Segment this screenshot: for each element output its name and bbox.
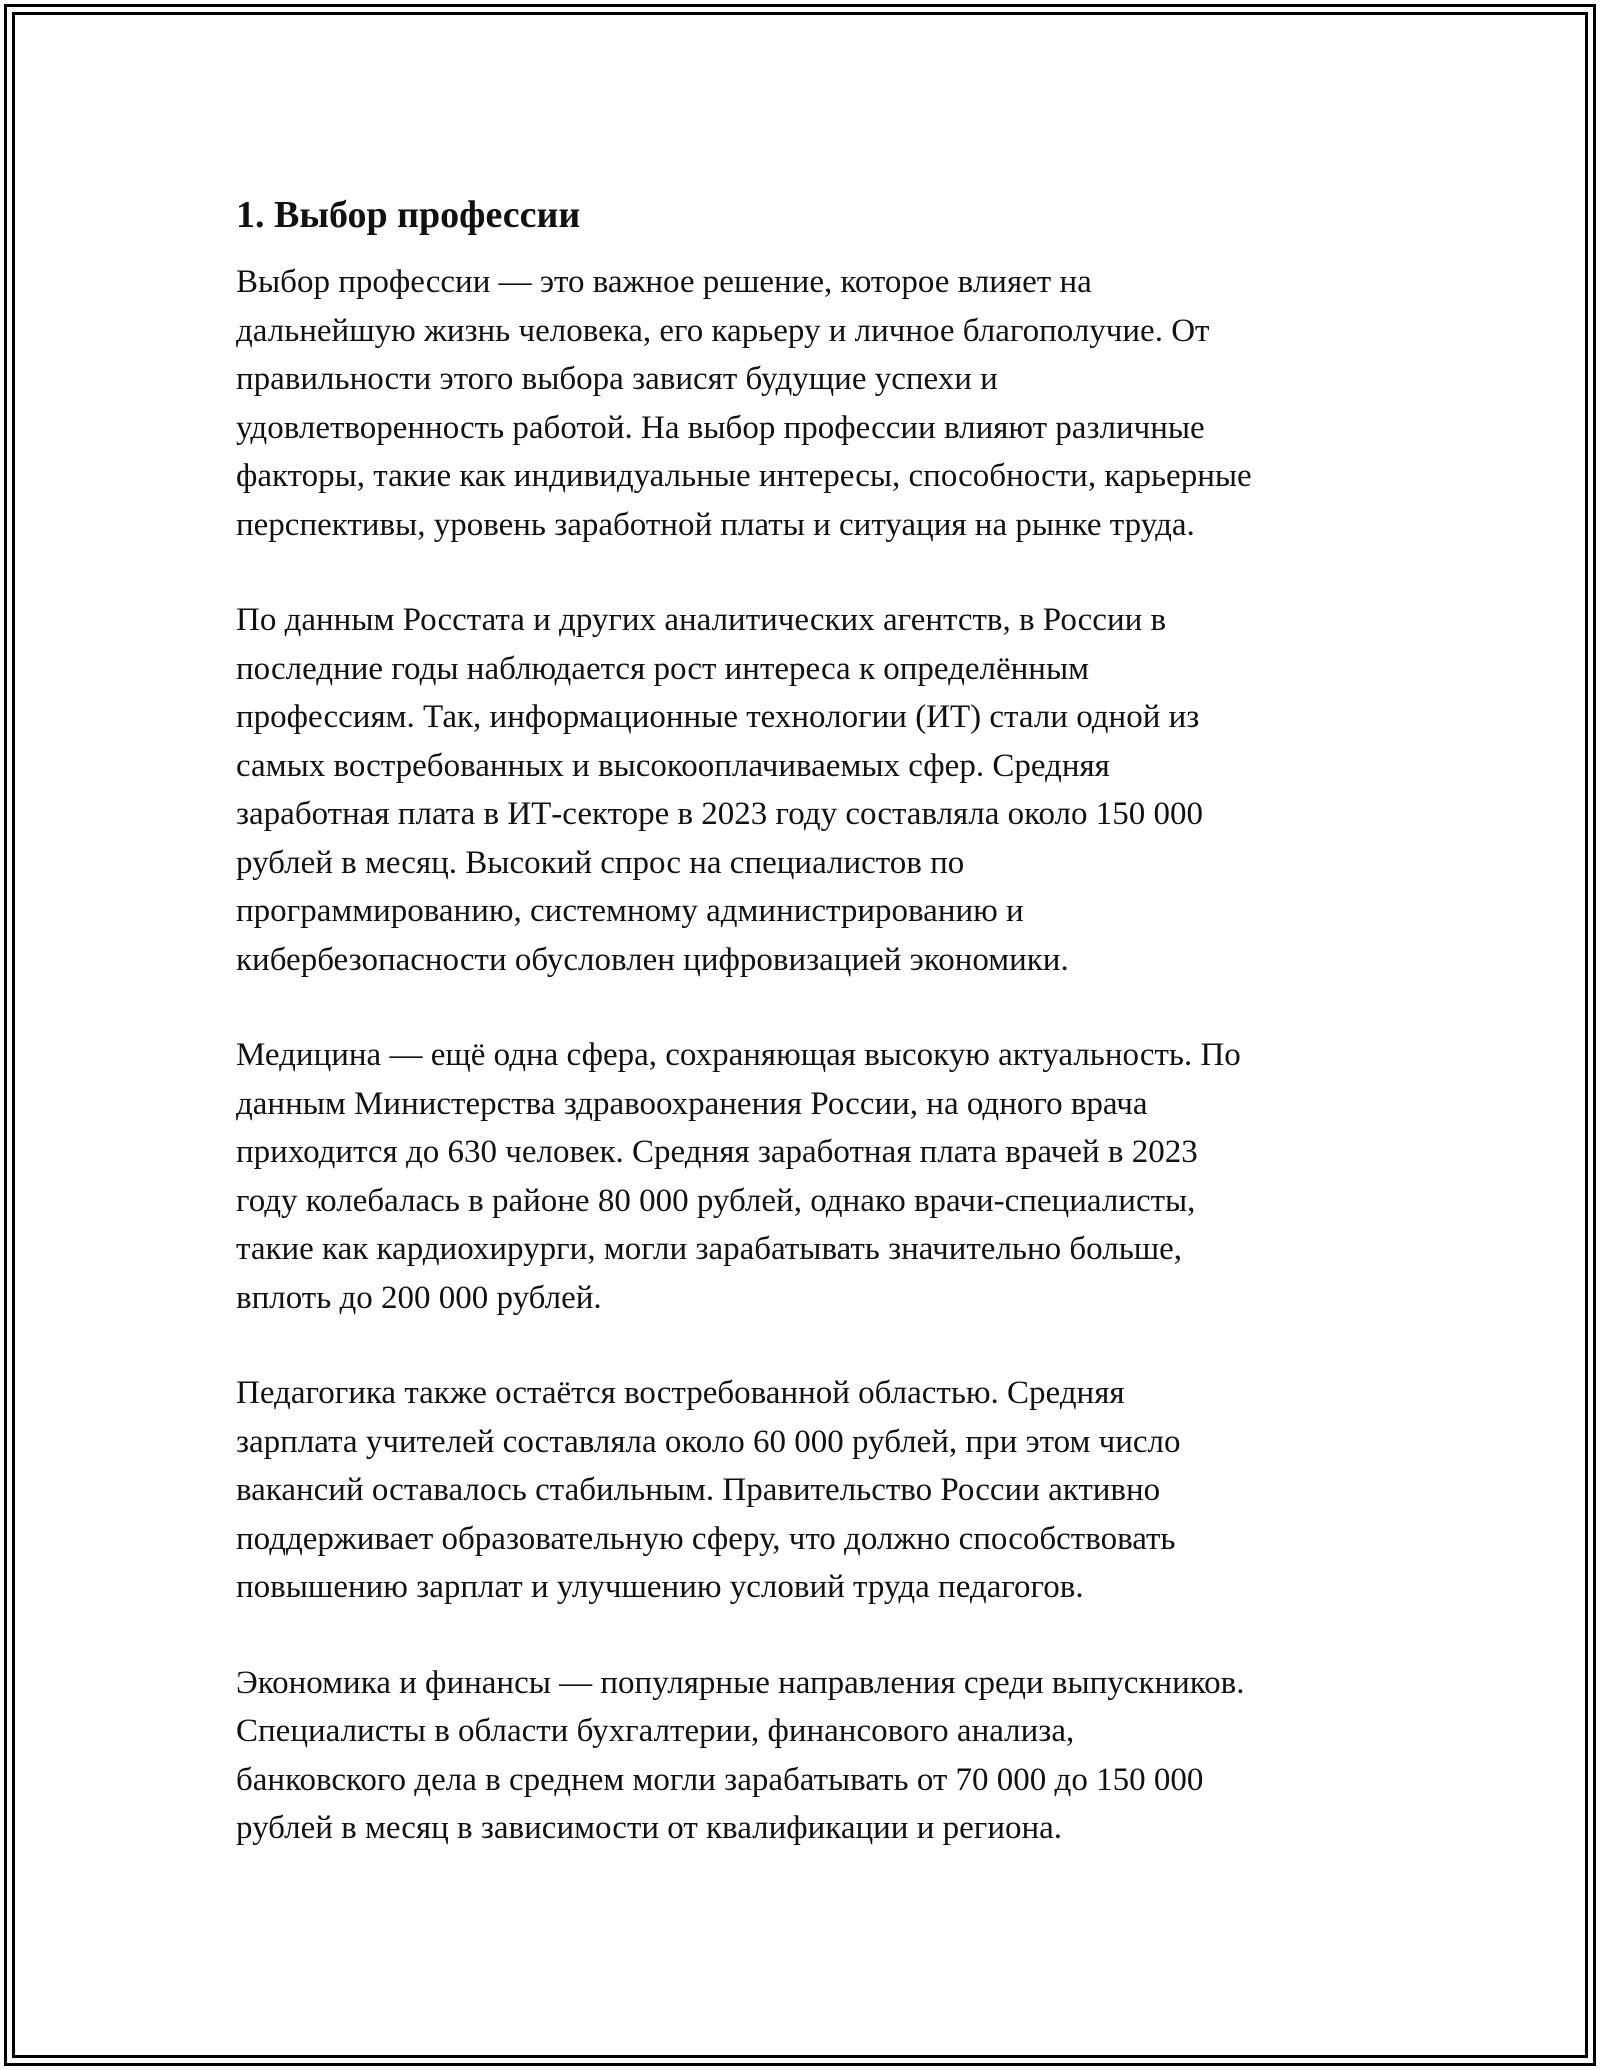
document-body: [236, 190, 1386, 1900]
text-line: такие как кардиохирурги, могли зарабатывать значительно больше,: [236, 1231, 1183, 1267]
text-line: году колебалась в районе 80 000 рублей, однако врачи-специалисты,: [236, 1182, 1196, 1219]
text-line: кибербезопасности обусловлен цифровизацией экономики.: [236, 941, 1069, 978]
paragraph-career-choice: [236, 258, 1386, 549]
text-line: перспективы, уровень заработной платы и ситуация на рынке труда.: [236, 506, 1195, 543]
text-line: зарплата учителей составляла около 60 000 рублей, при этом число: [236, 1423, 1181, 1460]
text-line: Педагогика также остаётся востребованной областью. Средняя: [236, 1375, 1125, 1411]
text-line: данным Министерства здравоохранения России, на одного врача: [236, 1085, 1148, 1122]
text-line: По данным Росстата и других аналитических агентств, в России в: [236, 602, 1167, 638]
text-line: факторы, такие как индивидуальные интересы, способности, карьерные: [236, 458, 1252, 494]
text-line: удовлетворенность работой. На выбор профессии влияют различные: [236, 409, 1205, 446]
paragraph-medicine: [236, 1031, 1386, 1322]
text-line: приходится до 630 человек. Средняя заработная плата врачей в 2023: [236, 1134, 1198, 1170]
paragraph-pedagogy: [236, 1369, 1386, 1612]
text-line: банковского дела в среднем могли зарабатывать от 70 000 до 150 000: [236, 1761, 1204, 1798]
text-line: повышению зарплат и улучшению условий труда педагогов.: [236, 1569, 1084, 1605]
text-line: программированию, системному администрированию и: [236, 893, 1024, 929]
text-line: рублей в месяц в зависимости от квалификации и региона.: [236, 1810, 1063, 1846]
paragraph-economics: [236, 1659, 1386, 1853]
text-line: последние годы наблюдается рост интереса к определённым: [236, 650, 1090, 687]
text-line: вплоть до 200 000 рублей.: [236, 1279, 602, 1316]
text-line: Выбор профессии — это важное решение, которое влияет на: [236, 264, 1092, 300]
text-line: вакансий оставалось стабильным. Правительство России активно: [236, 1472, 1161, 1508]
section-heading: 1. Выбор профессии: [236, 194, 581, 236]
text-line: Специалисты в области бухгалтерии, финансового анализа,: [236, 1713, 1075, 1749]
text-line: дальнейшую жизнь человека, его карьеру и личное благополучие. От: [236, 312, 1210, 349]
text-line: профессиям. Так, информационные технологии (ИТ) стали одной из: [236, 699, 1200, 735]
text-line: Медицина — ещё одна сфера, сохраняющая высокую актуальность. По: [236, 1037, 1241, 1073]
text-line: поддерживает образовательную сферу, что должно способствовать: [236, 1520, 1176, 1557]
text-line: Экономика и финансы — популярные направления среди выпускников.: [236, 1664, 1245, 1701]
text-line: заработная плата в ИТ-секторе в 2023 году составляла около 150 000: [236, 796, 1203, 832]
text-line: рублей в месяц. Высокий спрос на специалистов по: [236, 844, 965, 881]
paragraph-it-sector: [236, 596, 1386, 984]
text-line: самых востребованных и высокооплачиваемых сфер. Средняя: [236, 747, 1110, 784]
text-line: правильности этого выбора зависят будущие успехи и: [236, 361, 998, 397]
